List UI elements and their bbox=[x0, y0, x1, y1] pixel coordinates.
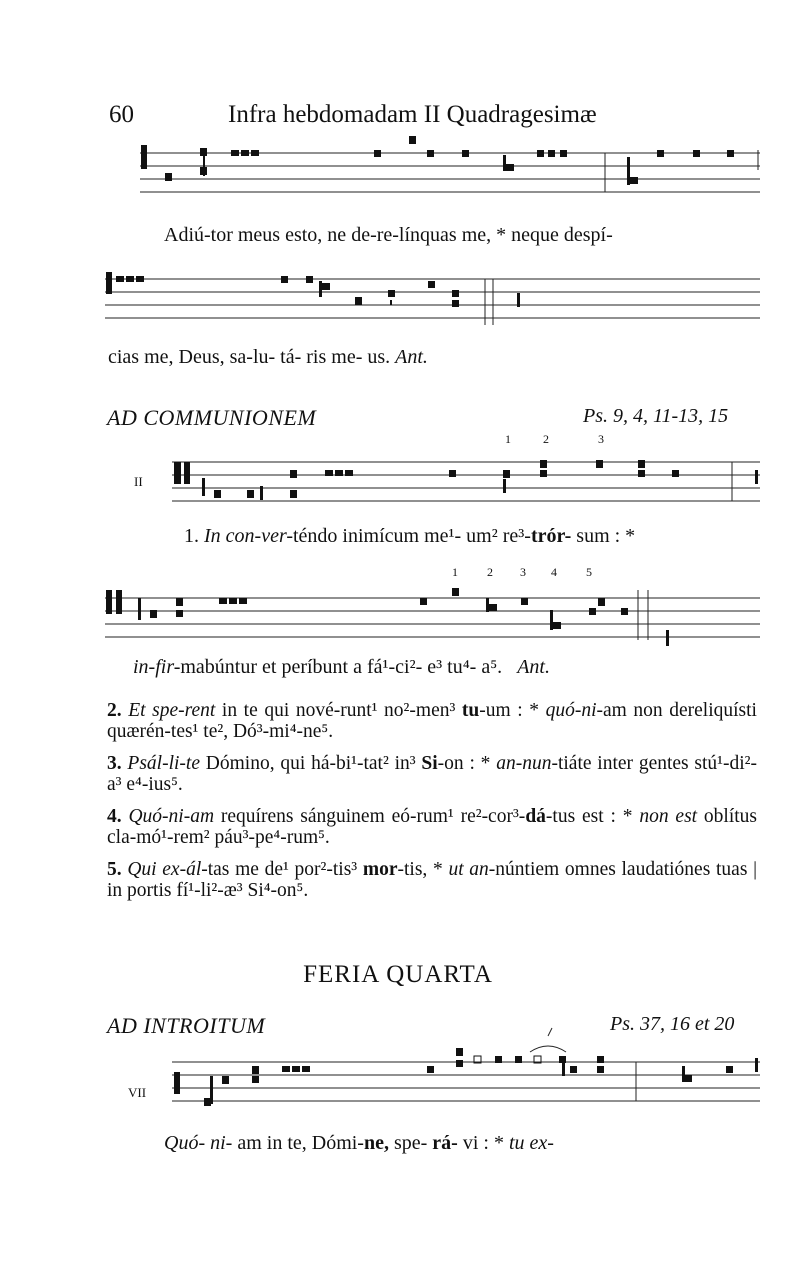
verse-text: tiáte inter gentes stú¹-di²-a³ e⁴-ius⁵. bbox=[107, 753, 758, 795]
tone-number: 1 bbox=[452, 565, 458, 579]
page-number: 60 bbox=[109, 101, 134, 128]
verse-number: 1. bbox=[184, 525, 204, 547]
antiphon-mark: Ant. bbox=[517, 656, 550, 678]
lyric-text: téndo inimícum me¹- um² re³- bbox=[293, 525, 531, 547]
verse-text: -tis, * bbox=[397, 859, 449, 880]
verse-text: -on : * bbox=[437, 753, 497, 774]
communion-lyric-2 bbox=[133, 656, 550, 679]
communion-reference: Ps. 9, 4, 11-13, 15 bbox=[583, 405, 729, 427]
lyric-text: am in te, Dómi- bbox=[232, 1132, 364, 1154]
tone-number: 3 bbox=[520, 565, 526, 579]
verse-2 bbox=[107, 700, 757, 742]
lyric-italic: Quó- ni- bbox=[164, 1132, 233, 1154]
verse-text: -um : * bbox=[479, 700, 546, 721]
tone-number: 1 bbox=[505, 432, 511, 446]
verse-italic: ut an- bbox=[448, 859, 496, 880]
lyric-bold: ne, bbox=[363, 1132, 389, 1154]
feria-heading: FERIA QUARTA bbox=[303, 961, 493, 988]
lyric-text: sum : * bbox=[571, 525, 636, 547]
verse-text: requírens sánguinem eó-rum¹ re²-cor³- bbox=[214, 806, 526, 827]
tone-number: 4 bbox=[551, 565, 557, 579]
verse-bold: mor bbox=[362, 859, 398, 880]
verse-bold: dá bbox=[525, 806, 546, 827]
verse-4 bbox=[107, 806, 757, 848]
lyric-italic: In con-ver- bbox=[204, 525, 293, 547]
tone-number: 2 bbox=[543, 432, 549, 446]
verse-italic: Et spe-rent bbox=[128, 700, 216, 721]
verse-italic: an-nun- bbox=[496, 753, 558, 774]
verse-number: 2. bbox=[107, 700, 129, 721]
verse-text: tas me de¹ por²-tis³ bbox=[207, 859, 363, 880]
verse-text: Dómino, qui há-bi¹-tat² in³ bbox=[200, 753, 422, 774]
verse-3 bbox=[107, 753, 757, 795]
verse-number: 5. bbox=[107, 859, 128, 880]
tone-number: 5 bbox=[586, 565, 592, 579]
lyric-italic: in-fir- bbox=[133, 656, 181, 678]
verse-bold: Si bbox=[421, 753, 438, 774]
lyric-text: mabúntur et períbunt a fá¹-ci²- e³ tu⁴- a⁵. bbox=[180, 656, 503, 678]
mode-number: VII bbox=[128, 1085, 147, 1100]
verse-bold: tu bbox=[461, 700, 480, 721]
communion-lyric-1 bbox=[184, 525, 635, 548]
tone-number: 3 bbox=[598, 432, 604, 446]
introit-label: AD INTROITUM bbox=[107, 1013, 266, 1038]
mode-number: II bbox=[134, 474, 143, 489]
verse-number: 3. bbox=[107, 753, 128, 774]
verse-5 bbox=[107, 859, 757, 901]
lyric-line-1: Adiú-tor meus esto, ne de-re-línquas me, * neque despí- bbox=[164, 224, 613, 246]
verse-italic: quó-ni- bbox=[545, 700, 603, 721]
lyric-line-2-text: cias me, Deus, sa-lu- tá- ris me- us. bbox=[108, 346, 396, 368]
page-title: Infra hebdomadam II Quadragesimæ bbox=[228, 101, 597, 128]
verse-italic: non est bbox=[639, 806, 698, 827]
tone-number: 2 bbox=[487, 565, 493, 579]
verse-text: núntiem omnes laudatiónes tuas | in portis fí¹-li²-æ³ Si⁴-on⁵. bbox=[107, 859, 758, 901]
antiphon-mark: Ant. bbox=[395, 346, 428, 368]
verse-text: -tus est : * bbox=[545, 806, 640, 827]
verse-number: 4. bbox=[107, 806, 129, 827]
verse-italic: Psál-li-te bbox=[127, 753, 200, 774]
communion-label: AD COMMUNIONEM bbox=[107, 405, 317, 430]
lyric-line-2 bbox=[108, 346, 428, 369]
lyric-text: vi : * bbox=[457, 1132, 509, 1154]
lyric-bold: trór- bbox=[530, 525, 572, 547]
verse-italic: Quó-ni-am bbox=[128, 806, 215, 827]
verse-text: am non dereliquísti quærén-tes¹ te², Dó³-mi⁴-ne⁵. bbox=[107, 700, 757, 742]
verse-text: oblítus cla-mó¹-rem² páu³-pe⁴-rum⁵. bbox=[107, 806, 758, 848]
introit-reference: Ps. 37, 16 et 20 bbox=[610, 1013, 735, 1035]
lyric-text: spe- bbox=[388, 1132, 433, 1154]
verse-italic: Qui ex-ál- bbox=[127, 859, 208, 880]
lyric-italic: tu ex- bbox=[508, 1132, 554, 1154]
verse-text: in te qui nové-runt¹ no²-men³ bbox=[215, 700, 462, 721]
lyric-bold: rá- bbox=[432, 1132, 458, 1154]
introit-lyric bbox=[164, 1132, 554, 1155]
